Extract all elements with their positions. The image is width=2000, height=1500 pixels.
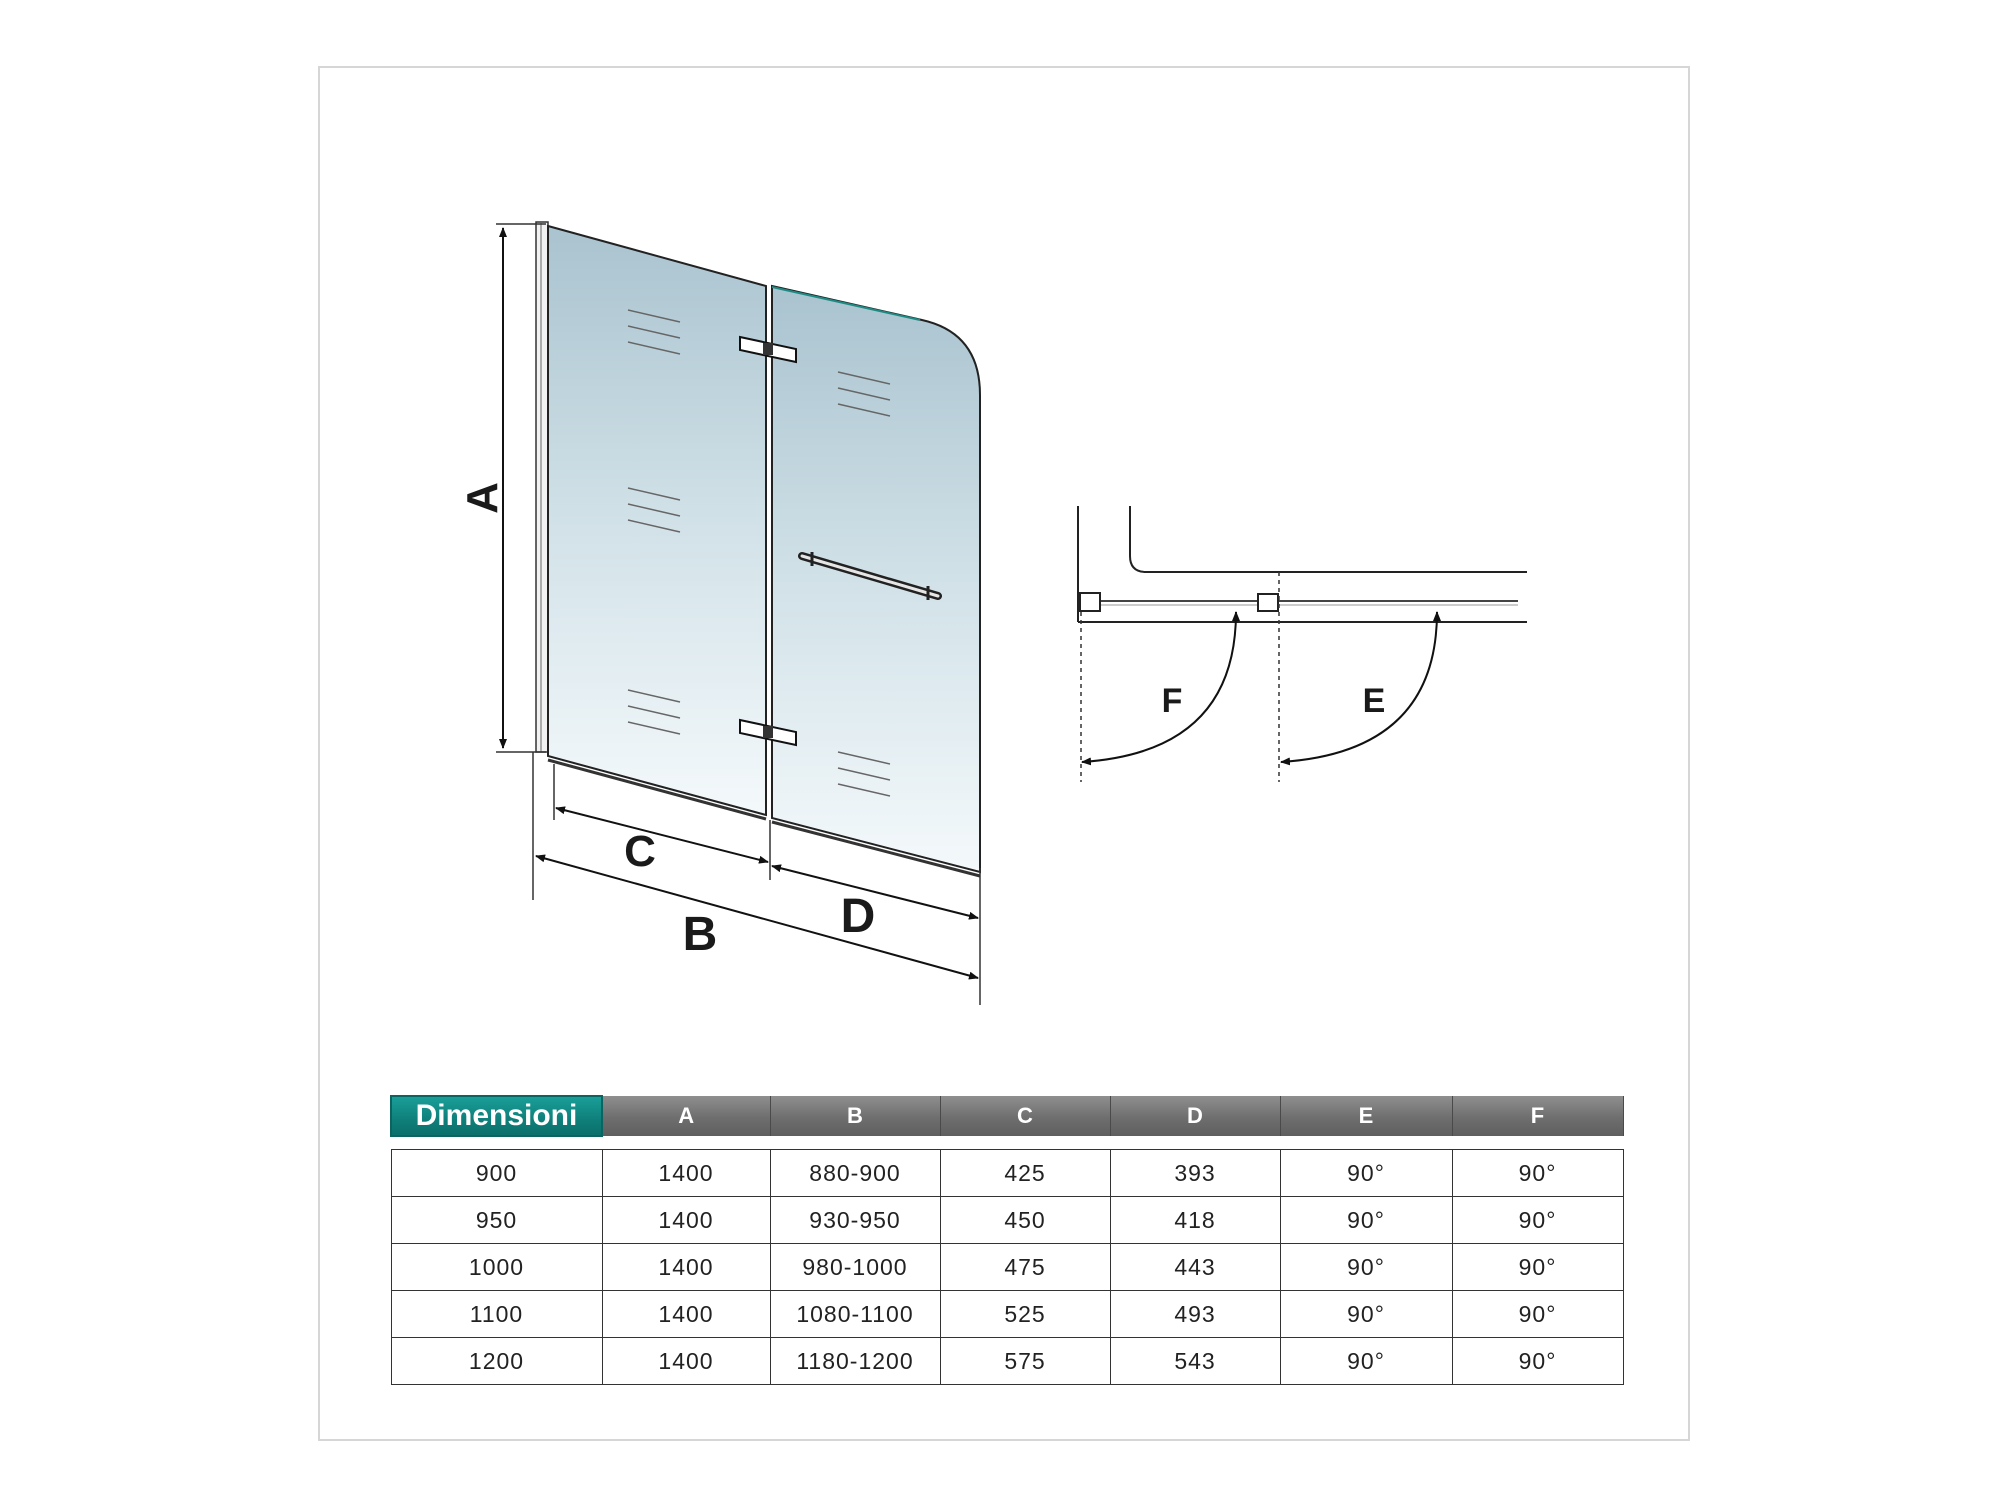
table-cell: 90° [1280, 1291, 1452, 1338]
header-dimensioni: Dimensioni [391, 1096, 602, 1136]
table-cell: 1400 [602, 1291, 770, 1338]
table-cell: 1400 [602, 1244, 770, 1291]
label-e: E [1362, 682, 1386, 720]
wall-profile-plan [1080, 593, 1100, 611]
label-b: B [682, 908, 718, 961]
label-a: A [458, 482, 507, 514]
table-row [391, 1338, 1623, 1385]
table-cell: 90° [1280, 1150, 1452, 1197]
table-cell: 900 [391, 1150, 602, 1197]
table-cell: 90° [1280, 1197, 1452, 1244]
wall-profile [536, 222, 548, 752]
table-cell: 393 [1110, 1150, 1280, 1197]
table-cell: 425 [940, 1150, 1110, 1197]
table-cell: 90° [1452, 1197, 1623, 1244]
table-cell: 443 [1110, 1244, 1280, 1291]
table-cell: 90° [1452, 1291, 1623, 1338]
table-header-row [391, 1096, 1623, 1136]
table-cell: 1100 [391, 1291, 602, 1338]
header-e: E [1280, 1096, 1452, 1136]
table-cell: 930-950 [770, 1197, 940, 1244]
label-c: C [624, 827, 656, 876]
table-spacer [391, 1136, 1623, 1150]
header-a: A [602, 1096, 770, 1136]
table-cell: 1000 [391, 1244, 602, 1291]
table-cell: 90° [1280, 1244, 1452, 1291]
table-cell: 450 [940, 1197, 1110, 1244]
table-row [391, 1150, 1623, 1197]
dimension-d [772, 866, 980, 1005]
header-d: D [1110, 1096, 1280, 1136]
table-cell: 1400 [602, 1197, 770, 1244]
header-f: F [1452, 1096, 1623, 1136]
table-cell: 90° [1452, 1150, 1623, 1197]
dimensions-table [390, 1095, 1624, 1385]
glass-panel-fixed [548, 226, 766, 815]
header-c: C [940, 1096, 1110, 1136]
table-cell: 543 [1110, 1338, 1280, 1385]
table-cell: 90° [1452, 1338, 1623, 1385]
table-cell: 90° [1280, 1338, 1452, 1385]
table-row [391, 1197, 1623, 1244]
dimension-a [458, 224, 546, 752]
table-cell: 1080-1100 [770, 1291, 940, 1338]
table-cell: 418 [1110, 1197, 1280, 1244]
table-cell: 1400 [602, 1150, 770, 1197]
label-f: F [1161, 682, 1183, 720]
table-cell: 475 [940, 1244, 1110, 1291]
table-cell: 575 [940, 1338, 1110, 1385]
hinge-plan [1258, 594, 1278, 611]
glass-screen [536, 222, 980, 876]
table-cell: 880-900 [770, 1150, 940, 1197]
table-cell: 950 [391, 1197, 602, 1244]
table-cell: 525 [940, 1291, 1110, 1338]
swing-arc-e [1281, 612, 1437, 762]
table-cell: 1400 [602, 1338, 770, 1385]
top-view-diagram [1078, 506, 1527, 782]
label-d: D [840, 890, 876, 943]
table-cell: 90° [1452, 1244, 1623, 1291]
table-cell: 493 [1110, 1291, 1280, 1338]
table-row [391, 1244, 1623, 1291]
table-cell: 1180-1200 [770, 1338, 940, 1385]
table-cell: 980-1000 [770, 1244, 940, 1291]
header-b: B [770, 1096, 940, 1136]
table-row [391, 1291, 1623, 1338]
table-cell: 1200 [391, 1338, 602, 1385]
swing-arc-f [1082, 612, 1236, 762]
